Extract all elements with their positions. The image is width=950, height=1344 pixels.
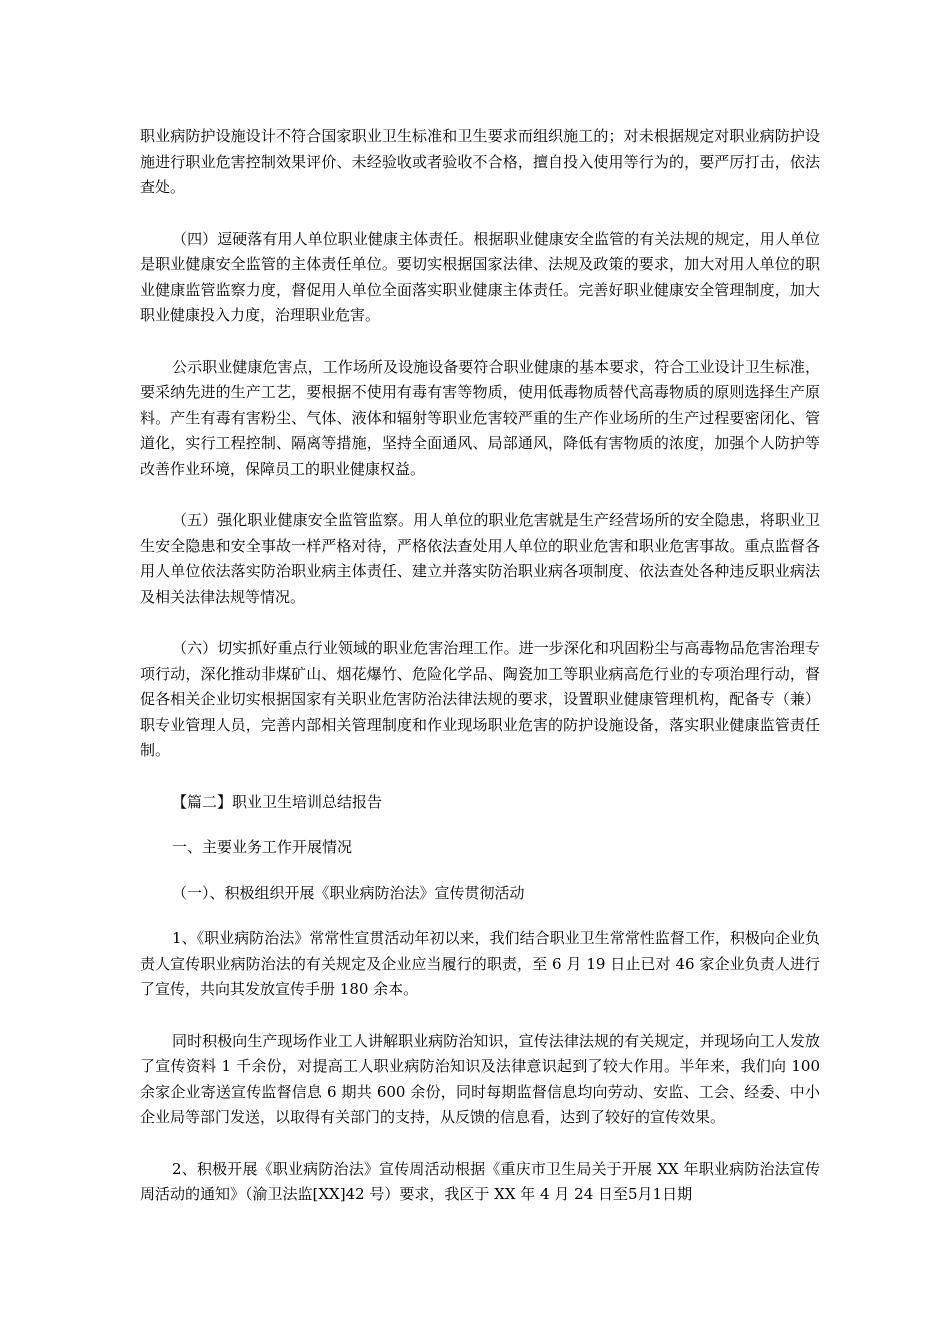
subsection-heading-publicity: （一）、积极组织开展《职业病防治法》宣传贯彻活动	[172, 883, 525, 902]
article-two-title: 【篇二】职业卫生培训总结报告	[172, 792, 383, 811]
paragraph-onsite-publicity: 同时积极向生产现场作业工人讲解职业病防治知识，宣传法律法规的有关规定，并现场向工人发放了宣传资料 1 千余份，对提高工人职业病防治知识及法律意识起到了较大作用。半年来，我们向 100 余家企业寄送宣传监督信息 6 期共 600 余份，同时每期监督信息均向劳动、安监、工会、经委、中小企业局等部门发送，以取得有关部门的支持，从反馈的信息看，达到了较好的宣传效果。	[140, 1031, 820, 1126]
paragraph-item-two: 2、积极开展《职业病防治法》宣传周活动根据《重庆市卫生局关于开展 XX 年职业病防治法宣传周活动的通知》（渝卫法监[XX]42 号）要求，我区于 XX 年 4 月 24 日至5月1日期	[140, 1159, 820, 1203]
paragraph-hazard-disclosure: 公示职业健康危害点，工作场所及设施设备要符合职业健康的基本要求，符合工业设计卫生标准，要采纳先进的生产工艺，要根据不使用有毒有害等物质，使用低毒物质替代高毒物质的原则选择生产原料。产生有毒有害粉尘、气体、液体和辐射等职业危害较严重的生产作业场所的生产过程要密闭化、管道化，实行工程控制、隔离等措施，坚持全面通风、局部通风，降低有害物质的浓度，加强个人防护等改善作业环境，保障员工的职业健康权益。	[140, 357, 820, 478]
section-heading-main-work: 一、主要业务工作开展情况	[172, 838, 353, 856]
paragraph-prevention-facilities: 职业病防护设施设计不符合国家职业卫生标准和卫生要求而组织施工的；对未根据规定对职业病防护设施进行职业危害控制效果评价、未经验收或者验收不合格，擅自投入使用等行为的，要严厉打击，依法查处。	[140, 127, 820, 196]
document-body	[140, 124, 820, 1208]
paragraph-section-four: （四）逗硬落有用人单位职业健康主体责任。根据职业健康安全监管的有关法规的规定，用人单位是职业健康安全监管的主体责任单位。要切实根据国家法律、法规及政策的要求，加大对用人单位的职业健康监管监察力度，督促用人单位全面落实职业健康主体责任。完善好职业健康安全管理制度，加大职业健康投入力度，治理职业危害。	[140, 229, 820, 324]
paragraph-item-one: 1、《职业病防治法》常常性宣贯活动年初以来，我们结合职业卫生常常性监督工作，积极向企业负责人宣传职业病防治法的有关规定及企业应当履行的职责，至 6 月 19 日止已对 46 家企业负责人进行了宣传，共向其发放宣传手册 180 余本。	[140, 929, 820, 998]
paragraph-section-six: （六）切实抓好重点行业领域的职业危害治理工作。进一步深化和巩固粉尘与高毒物品危害治理专项行动，深化推动非煤矿山、烟花爆竹、危险化学品、陶瓷加工等职业病高危行业的专项治理行动，督促各相关企业切实根据国家有关职业危害防治法律法规的要求，设置职业健康管理机构，配备专（兼）职专业管理人员，完善内部相关管理制度和作业现场职业危害的防护设施设备，落实职业健康监管责任制。	[140, 639, 820, 759]
paragraph-section-five: （五）强化职业健康安全监管监察。用人单位的职业危害就是生产经营场所的安全隐患，将职业卫生安全隐患和安全事故一样严格对待，严格依法查处用人单位的职业危害和职业危害事故。重点监督各用人单位依法落实防治职业病主体责任、建立并落实防治职业病各项制度、依法查处各种违反职业病法及相关法律法规等情况。	[140, 511, 820, 606]
